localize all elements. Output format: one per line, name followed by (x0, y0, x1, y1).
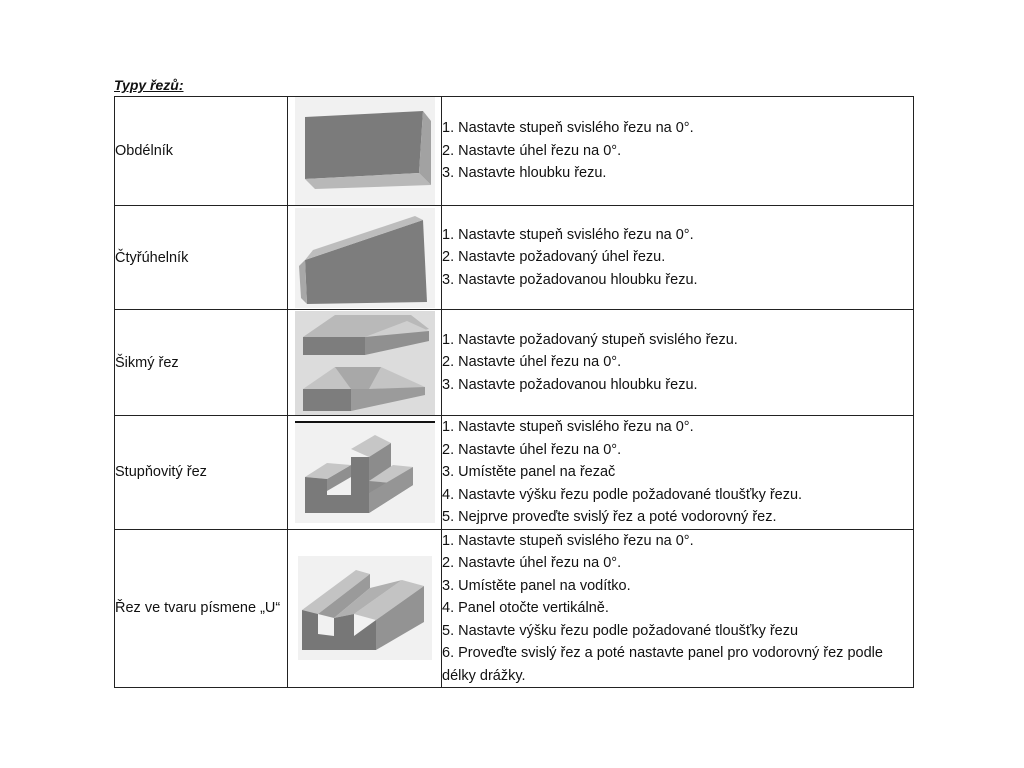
list-item: 5. Nejprve proveďte svislý řez a poté vodorovný řez. (442, 509, 777, 525)
step-list (442, 224, 913, 292)
cut-name: Stupňovitý řez (115, 416, 288, 530)
step-list (442, 530, 913, 688)
list-item: 1. Nastavte požadovaný stupeň svislého řezu. (442, 331, 738, 348)
table-row (115, 310, 914, 416)
table-row (115, 529, 914, 688)
cut-name: Řez ve tvaru písmene „U“ (115, 529, 288, 688)
step-list (442, 117, 913, 185)
table-row (115, 416, 914, 530)
list-item: 3. Nastavte požadovanou hloubku řezu. (442, 376, 698, 393)
list-item: 3. Umístěte panel na řezač (442, 464, 616, 480)
list-item: 3. Nastavte požadovanou hloubku řezu. (442, 271, 698, 288)
list-item: 1. Nastavte stupeň svislého řezu na 0°. (442, 532, 694, 549)
u-groove-block-icon (298, 556, 432, 660)
page-title: Typy řezů: (114, 77, 184, 93)
cut-types-table (114, 96, 914, 688)
step-cut-block-icon (295, 421, 435, 523)
list-item: 1. Nastavte stupeň svislého řezu na 0°. (442, 419, 694, 435)
quadrilateral-block-icon (295, 208, 435, 308)
step-list (442, 329, 913, 397)
list-item: 4. Nastavte výšku řezu podle požadované tloušťky řezu. (442, 486, 803, 503)
list-item: 3. Umístěte panel na vodítko. (442, 577, 631, 594)
rectangle-block-icon (295, 97, 435, 205)
list-item: 2. Nastavte úhel řezu na 0°. (442, 441, 622, 458)
list-item: 3. Nastavte hloubku řezu. (442, 165, 607, 182)
list-item: 5. Nastavte výšku řezu podle požadované tloušťky řezu (442, 622, 799, 639)
list-item: 6. Proveďte svislý řez a poté nastavte panel pro vodorovný řez podle délky drážky. (442, 645, 883, 684)
list-item: 2. Nastavte požadovaný úhel řezu. (442, 249, 666, 266)
list-item: 2. Nastavte úhel řezu na 0°. (442, 354, 622, 371)
list-item: 2. Nastavte úhel řezu na 0°. (442, 142, 622, 159)
table-row (115, 206, 914, 310)
step-list (442, 416, 913, 529)
bevel-cut-blocks-icon (295, 311, 435, 415)
list-item: 2. Nastavte úhel řezu na 0°. (442, 555, 622, 571)
table-row (115, 97, 914, 206)
list-item: 1. Nastavte stupeň svislého řezu na 0°. (442, 226, 694, 243)
list-item: 1. Nastavte stupeň svislého řezu na 0°. (442, 120, 694, 137)
cut-name: Čtyřúhelník (115, 206, 288, 310)
list-item: 4. Panel otočte vertikálně. (442, 600, 609, 616)
cut-name: Obdélník (115, 97, 288, 206)
cut-name: Šikmý řez (115, 310, 288, 416)
